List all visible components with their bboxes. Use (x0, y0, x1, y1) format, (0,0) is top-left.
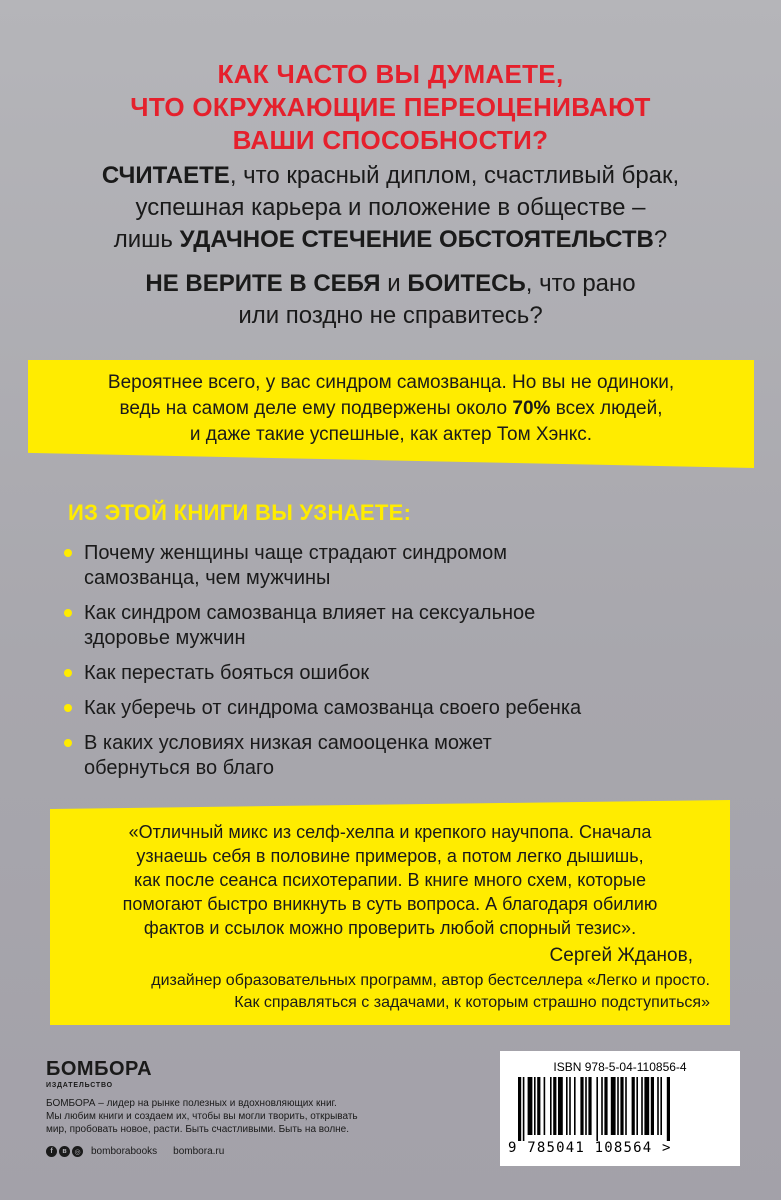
barcode-icon (512, 1077, 728, 1141)
bullet-icon (64, 549, 72, 557)
text: и (380, 270, 408, 297)
vk-icon: в (59, 1146, 70, 1157)
publisher-logo (46, 1058, 152, 1089)
text: Как уберечь от синдрома самозванца своего ребенка (84, 697, 582, 719)
paragraph-doubt (40, 268, 741, 332)
list-item (58, 601, 748, 651)
publisher-description (46, 1097, 466, 1136)
headline-line: ЧТО ОКРУЖАЮЩИЕ ПЕРЕОЦЕНИВАЮТ (130, 92, 651, 122)
text: помогают быстро вникнуть в суть вопроса. А благодаря обилию (122, 894, 658, 914)
list-item (58, 731, 748, 781)
text: обернуться во благо (84, 757, 275, 779)
emphasis: БОИТЕСЬ (407, 270, 526, 297)
text: всех людей, (550, 398, 663, 419)
facebook-icon: f (46, 1146, 57, 1157)
instagram-icon: ◎ (72, 1146, 83, 1157)
text: узнаешь себя в половине примеров, а потом легко дышишь, (136, 846, 644, 866)
list-item (58, 696, 748, 721)
emphasis: УДАЧНОЕ СТЕЧЕНИЕ ОБСТОЯТЕЛЬСТВ (179, 226, 654, 253)
review-quote (70, 820, 710, 940)
text: или поздно не справитесь? (238, 302, 543, 329)
text: Как перестать бояться ошибок (84, 662, 370, 684)
publisher-subtitle: ИЗДАТЕЛЬСТВО (46, 1082, 113, 1089)
list-item (58, 541, 748, 591)
emphasis: 70% (512, 398, 551, 419)
social-handle: bomborabooks (91, 1146, 158, 1157)
emphasis: НЕ ВЕРИТЕ В СЕБЯ (145, 270, 381, 297)
text: и даже такие успешные, как актер Том Хэнкс. (189, 424, 593, 445)
publisher-name: БОМБОРА (46, 1058, 153, 1080)
text: Вероятнее всего, у вас синдром самозванца. Но вы не одиноки, (107, 372, 675, 393)
bullet-icon (64, 704, 72, 712)
highlight-text (28, 370, 754, 448)
isbn: ISBN 978-5-04-110856-4 (553, 1060, 687, 1074)
text: как после сеанса психотерапии. В книге много схем, которые (133, 870, 646, 890)
text: фактов и ссылок можно проверить любой спорный тезис». (143, 918, 637, 938)
text: ? (653, 226, 668, 253)
text: успешная карьера и положение в обществе – (135, 194, 646, 221)
barcode-box (500, 1051, 740, 1166)
text: ведь на самом деле ему подвержены около (119, 398, 513, 419)
bullet-icon (64, 609, 72, 617)
text: лишь (113, 226, 180, 253)
bullet-icon (64, 739, 72, 747)
text: здоровье мужчин (84, 627, 246, 649)
text: мир, пробовать новое, расти. Быть счастливыми. Быть на волне. (46, 1124, 350, 1135)
text: Мы любим книги и создаем их, чтобы вы могли творить, открывать (46, 1111, 358, 1122)
bullet-icon (64, 669, 72, 677)
author-description (70, 970, 710, 1014)
text: , что красный диплом, счастливый брак, (229, 162, 680, 189)
headline-line: КАК ЧАСТО ВЫ ДУМАЕТЕ, (217, 59, 564, 89)
emphasis: СЧИТАЕТЕ (101, 162, 230, 189)
text: БОМБОРА – лидер на рынке полезных и вдохновляющих книг. (46, 1098, 337, 1109)
headline (0, 58, 781, 157)
text: «Отличный микс из селф-хелпа и крепкого научпопа. Сначала (128, 822, 652, 842)
quote-author: Сергей Жданов, (549, 945, 693, 966)
list-item (58, 661, 748, 686)
barcode-digits: 9 785041 108564 > (508, 1140, 672, 1156)
social-links (46, 1146, 224, 1157)
text: самозванца, чем мужчины (84, 567, 331, 589)
text: Как синдром самозванца влияет на сексуальное (84, 602, 536, 624)
benefits-list (58, 541, 748, 791)
text: дизайнер образовательных программ, автор бестселлера «Легко и просто. (151, 972, 710, 989)
text: В каких условиях низкая самооценка может (84, 732, 492, 754)
text: Как справляться с задачами, к которым страшно подступиться» (234, 994, 710, 1011)
headline-line: ВАШИ СПОСОБНОСТИ? (232, 125, 549, 155)
website: bombora.ru (173, 1146, 225, 1157)
text: Почему женщины чаще страдают синдромом (84, 542, 507, 564)
text: , что рано (525, 270, 636, 297)
section-title: ИЗ ЭТОЙ КНИГИ ВЫ УЗНАЕТЕ: (68, 500, 412, 525)
paragraph-believe (40, 160, 741, 256)
